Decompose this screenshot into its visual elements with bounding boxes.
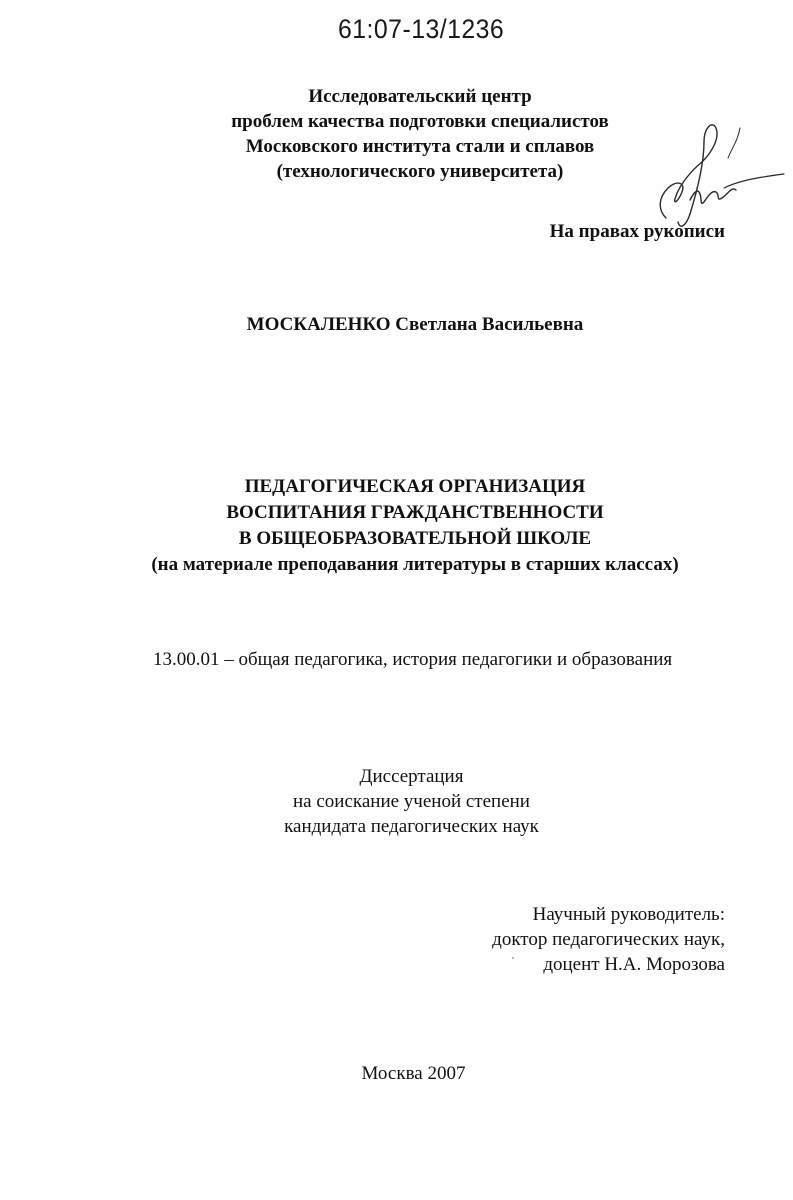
handwritten-signature [628,118,788,238]
degree-line: Диссертация [359,766,464,787]
institution-line: Московского института стали и сплавов [245,136,595,157]
dissertation-title [0,474,793,578]
degree-line: на соискание ученой степени [293,791,530,812]
institution-line: (технологического университета) [276,161,564,182]
supervisor-line: доцент Н.А. Морозова [543,954,725,975]
title-line: В ОБЩЕОБРАЗОВАТЕЛЬНОЙ ШКОЛЕ [238,528,592,549]
supervisor-block [492,902,725,977]
manuscript-rights-note: На правах рукописи [549,221,725,242]
specialty-code: 13.00.01 – общая педагогика, история педагогики и образования [153,649,673,670]
institution-line: проблем качества подготовки специалистов [231,111,609,132]
degree-line: кандидата педагогических наук [284,816,539,837]
institution-line: Исследовательский центр [308,86,532,107]
institution-block [170,84,670,184]
title-line: ПЕДАГОГИЧЕСКАЯ ОРГАНИЗАЦИЯ [244,476,586,497]
supervisor-line: доктор педагогических наук, [492,929,725,950]
title-line: ВОСПИТАНИЯ ГРАЖДАНСТВЕННОСТИ [226,502,604,523]
place-and-year: Москва 2007 [361,1063,466,1084]
supervisor-line: Научный руководитель: [532,904,725,925]
author-name: МОСКАЛЕНКО Светлана Васильевна [246,314,584,335]
degree-block [0,764,793,839]
archive-stamp-number: 61:07-13/1236 [338,14,505,44]
title-subtitle: (на материале преподавания литературы в старших классах) [151,554,679,575]
